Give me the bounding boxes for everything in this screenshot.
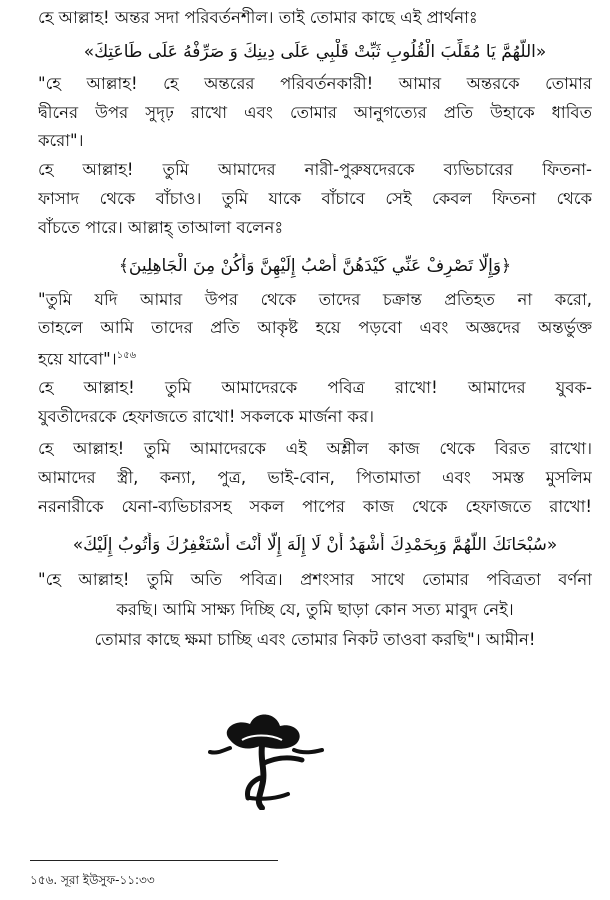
text-line-12-body: হয়ে যাবো"। — [38, 349, 117, 369]
text-line-8: বাঁচতে পারে। আল্লাহ্ তাআলা বলেনঃ — [38, 218, 284, 237]
text-line-4: দ্বীনের উপর সুদৃঢ় রাখো এবং তোমার আনুগত্যের প্রতি উহাকে ধাবিত — [38, 103, 592, 122]
footnote-marker: ১৫৬ — [116, 350, 137, 361]
text-line-16: আমাদের স্ত্রী, কন্যা, পুত্র, ভাই-বোন, পিতামাতা এবং সমস্ত মুসলিম — [38, 468, 592, 487]
footnote-divider — [30, 860, 278, 861]
text-line-14: যুবতীদেরকে হেফাজতে রাখো! সকলকে মার্জনা কর। — [38, 407, 375, 426]
footnote-text: ১৫৬. সূরা ইউসুফ-১১:৩৩ — [30, 873, 155, 887]
text-line-17: নরনারীকে যেনা-ব্যভিচারসহ সকল পাপের কাজ থেকে হেফাজতে রাখো! — [38, 497, 592, 516]
text-line-21: তোমার কাছে ক্ষমা চাচ্ছি এবং তোমার নিকট তাওবা করছি"। আমীন! — [94, 630, 536, 649]
text-line-1: হে আল্লাহ! অন্তর সদা পরিবর্তনশীল। তাই তোমার কাছে এই প্রার্থনাঃ — [38, 8, 478, 27]
text-line-15: হে আল্লাহ! তুমি আমাদেরকে এই অশ্লীল কাজ থেকে বিরত রাখো। — [38, 439, 592, 458]
text-line-12 — [38, 343, 592, 373]
text-line-13: হে আল্লাহ! তুমি আমাদেরকে পবিত্র রাখো! আমাদের যুবক- — [38, 378, 592, 397]
arabic-dua-1: «اللَّهُمَّ يَا مُقَلِّبَ الْقُلُوبِ ثَبِّتْ قَلْبِي عَلَى دِينِكَ وَ صَرِّفْهُ عَلَى طَاعَتِكَ» — [83, 42, 547, 62]
text-line-6: হে আল্লাহ! তুমি আমাদের নারী-পুরুষদেরকে ব্যভিচারের ফিতনা- — [38, 160, 592, 179]
arabic-dua-2: «سُبْحَانَكَ اللَّهُمَّ وَبِحَمْدِكَ أَشْهَدُ أَنْ لَا إِلَهَ إِلَّا أَنْتَ أَسْتَغْفِرُكَ وَأَتُوبُ إِلَيْكَ» — [72, 535, 558, 555]
text-line-11: তাহলে আমি তাদের প্রতি আকৃষ্ট হয়ে পড়বো এবং অজ্ঞদের অন্তর্ভুক্ত — [38, 318, 592, 337]
text-line-5: করো"। — [38, 131, 84, 150]
text-line-19: "হে আল্লাহ! তুমি অতি পবিত্র। প্রশংসার সাথে তোমার পবিত্রতা বর্ণনা — [38, 570, 592, 589]
text-line-10: "তুমি যদি আমার উপর থেকে তাদের চক্রান্ত প্রতিহত না করো, — [38, 290, 592, 309]
text-line-3: "হে আল্লাহ! হে অন্তরের পরিবর্তনকারী! আমার অন্তরকে তোমার — [38, 74, 592, 93]
text-line-7: ফাসাদ থেকে বাঁচাও। তুমি যাকে বাঁচাবে সেই কেবল ফিতনা থেকে — [38, 189, 592, 208]
text-line-20: করছি। আমি সাক্ষ্য দিচ্ছি যে, তুমি ছাড়া কোন সত্য মাবুদ নেই। — [116, 600, 514, 619]
flower-ornament-icon — [190, 700, 330, 810]
arabic-verse: ﴿وَإِلَّا تَصْرِفْ عَنِّي كَيْدَهُنَّ أَصْبُ إِلَيْهِنَّ وَأَكُنْ مِنَ الْجَاهِلِينَ﴾ — [118, 256, 512, 276]
